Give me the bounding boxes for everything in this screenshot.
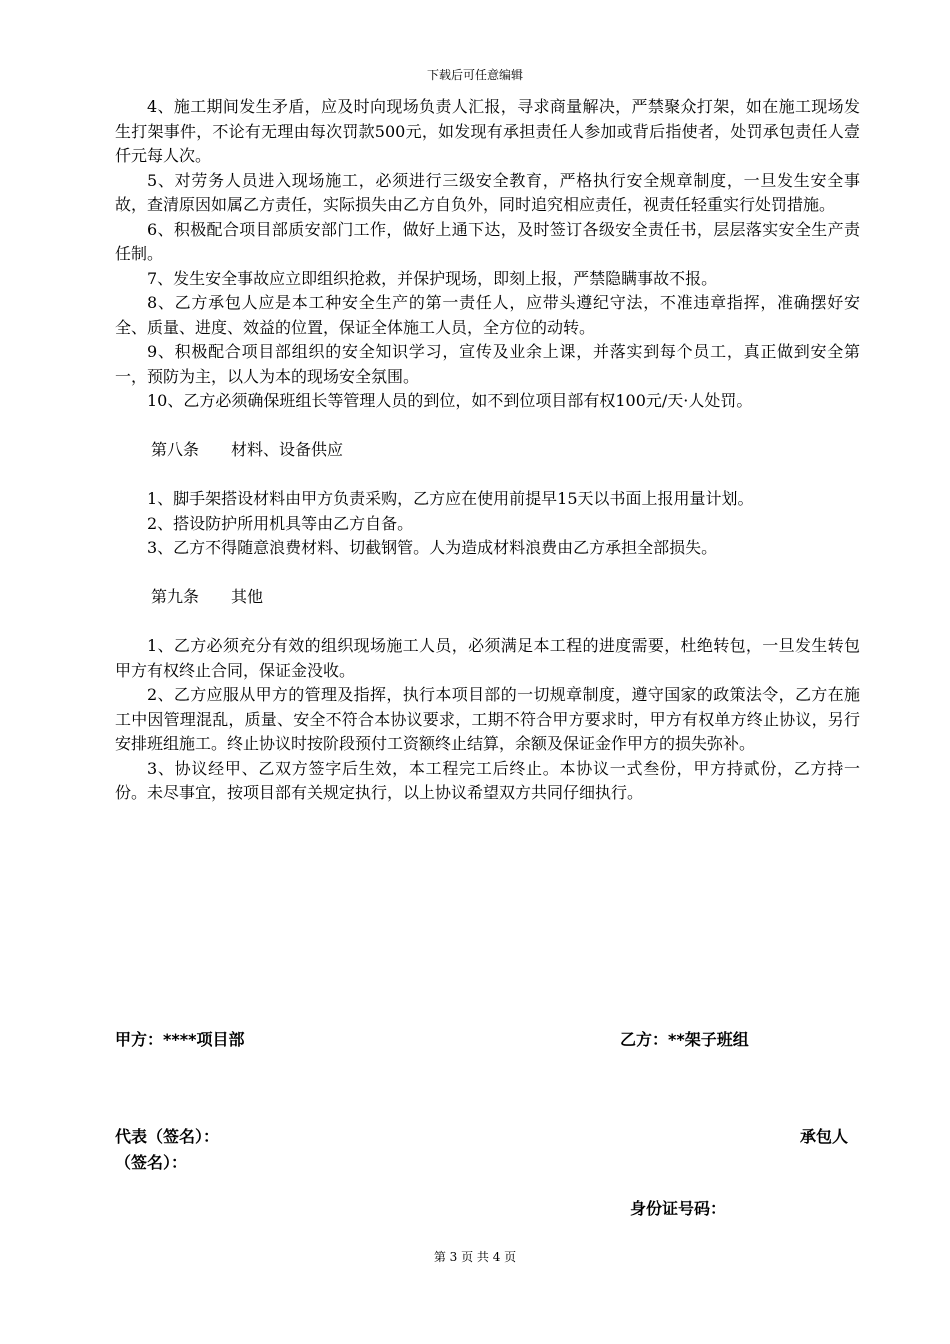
clause-10: 10、乙方必须确保班组长等管理人员的到位，如不到位项目部有权100元/天·人处罚。 <box>147 391 753 410</box>
document-body <box>115 95 860 806</box>
clause-6: 6、积极配合项目部质安部门工作，做好上通下达，及时签订各级安全责任书，层层落实安全生产责任制。 <box>115 219 860 263</box>
contractor-label: 承包人 <box>800 1127 849 1146</box>
page-footer: 第 3 页 共 4 页 <box>433 1250 517 1264</box>
section-8-item-2: 2、搭设防护所用机具等由乙方自备。 <box>147 513 414 533</box>
section-8-item-3: 3、乙方不得随意浪费材料、切截钢管。人为造成材料浪费由乙方承担全部损失。 <box>147 538 718 557</box>
section-9-title: 第九条 其他 <box>151 587 264 606</box>
party-b-label: 乙方：**架子班组 <box>620 1030 749 1049</box>
clause-5: 5、对劳务人员进入现场施工，必须进行三级安全教育，严格执行安全规章制度，一旦发生安全事故，查清原因如属乙方责任，实际损失由乙方自负外，同时追究相应责任，视责任轻重实行处罚措施。 <box>115 170 860 214</box>
clause-4: 4、施工期间发生矛盾，应及时向现场负责人汇报，寻求商量解决，严禁聚众打架，如在施工现场发生打架事件，不论有无理由每次罚款500元，如发现有承担责任人参加或背后指使者，处罚承包责任人壹仟元每人次。 <box>115 97 860 165</box>
section-8-title: 第八条 材料、设备供应 <box>151 440 344 459</box>
id-number-label: 身份证号码： <box>630 1199 727 1218</box>
representative-signature-label: 代表（签名）： <box>115 1127 220 1146</box>
section-8-item-1: 1、脚手架搭设材料由甲方负责采购，乙方应在使用前提早15天以书面上报用量计划。 <box>147 489 754 508</box>
clause-8: 8、乙方承包人应是本工种安全生产的第一责任人，应带头遵纪守法，不准违章指挥，准确摆好安全、质量、进度、效益的位置，保证全体施工人员，全方位的动转。 <box>115 293 860 337</box>
contractor-signature-label: （签名）： <box>115 1153 188 1172</box>
clause-9: 9、积极配合项目部组织的安全知识学习，宣传及业余上课，并落实到每个员工，真正做到安全第一，预防为主，以人为本的现场安全氛围。 <box>115 342 860 386</box>
clause-7: 7、发生安全事故应立即组织抢救，并保护现场，即刻上报，严禁隐瞒事故不报。 <box>147 268 718 288</box>
party-a-label: 甲方：****项目部 <box>115 1030 245 1049</box>
section-9-item-1: 1、乙方必须充分有效的组织现场施工人员，必须满足本工程的进度需要，杜绝转包，一旦发生转包甲方有权终止合同，保证金没收。 <box>115 636 860 680</box>
page-header: 下载后可任意编辑 <box>426 68 523 82</box>
section-9-item-3: 3、协议经甲、乙双方签字后生效，本工程完工后终止。本协议一式叁份，甲方持贰份，乙方持一份。未尽事宜，按项目部有关规定执行，以上协议希望双方共同仔细执行。 <box>115 758 860 802</box>
section-9-item-2: 2、乙方应服从甲方的管理及指挥，执行本项目部的一切规章制度，遵守国家的政策法令，乙方在施工中因管理混乱，质量、安全不符合本协议要求，工期不符合甲方要求时，甲方有权单方终止协议，另行安排班组施工。终止协议时按阶段预付工资额终止结算，余额及保证金作甲方的损失弥补。 <box>115 685 860 753</box>
